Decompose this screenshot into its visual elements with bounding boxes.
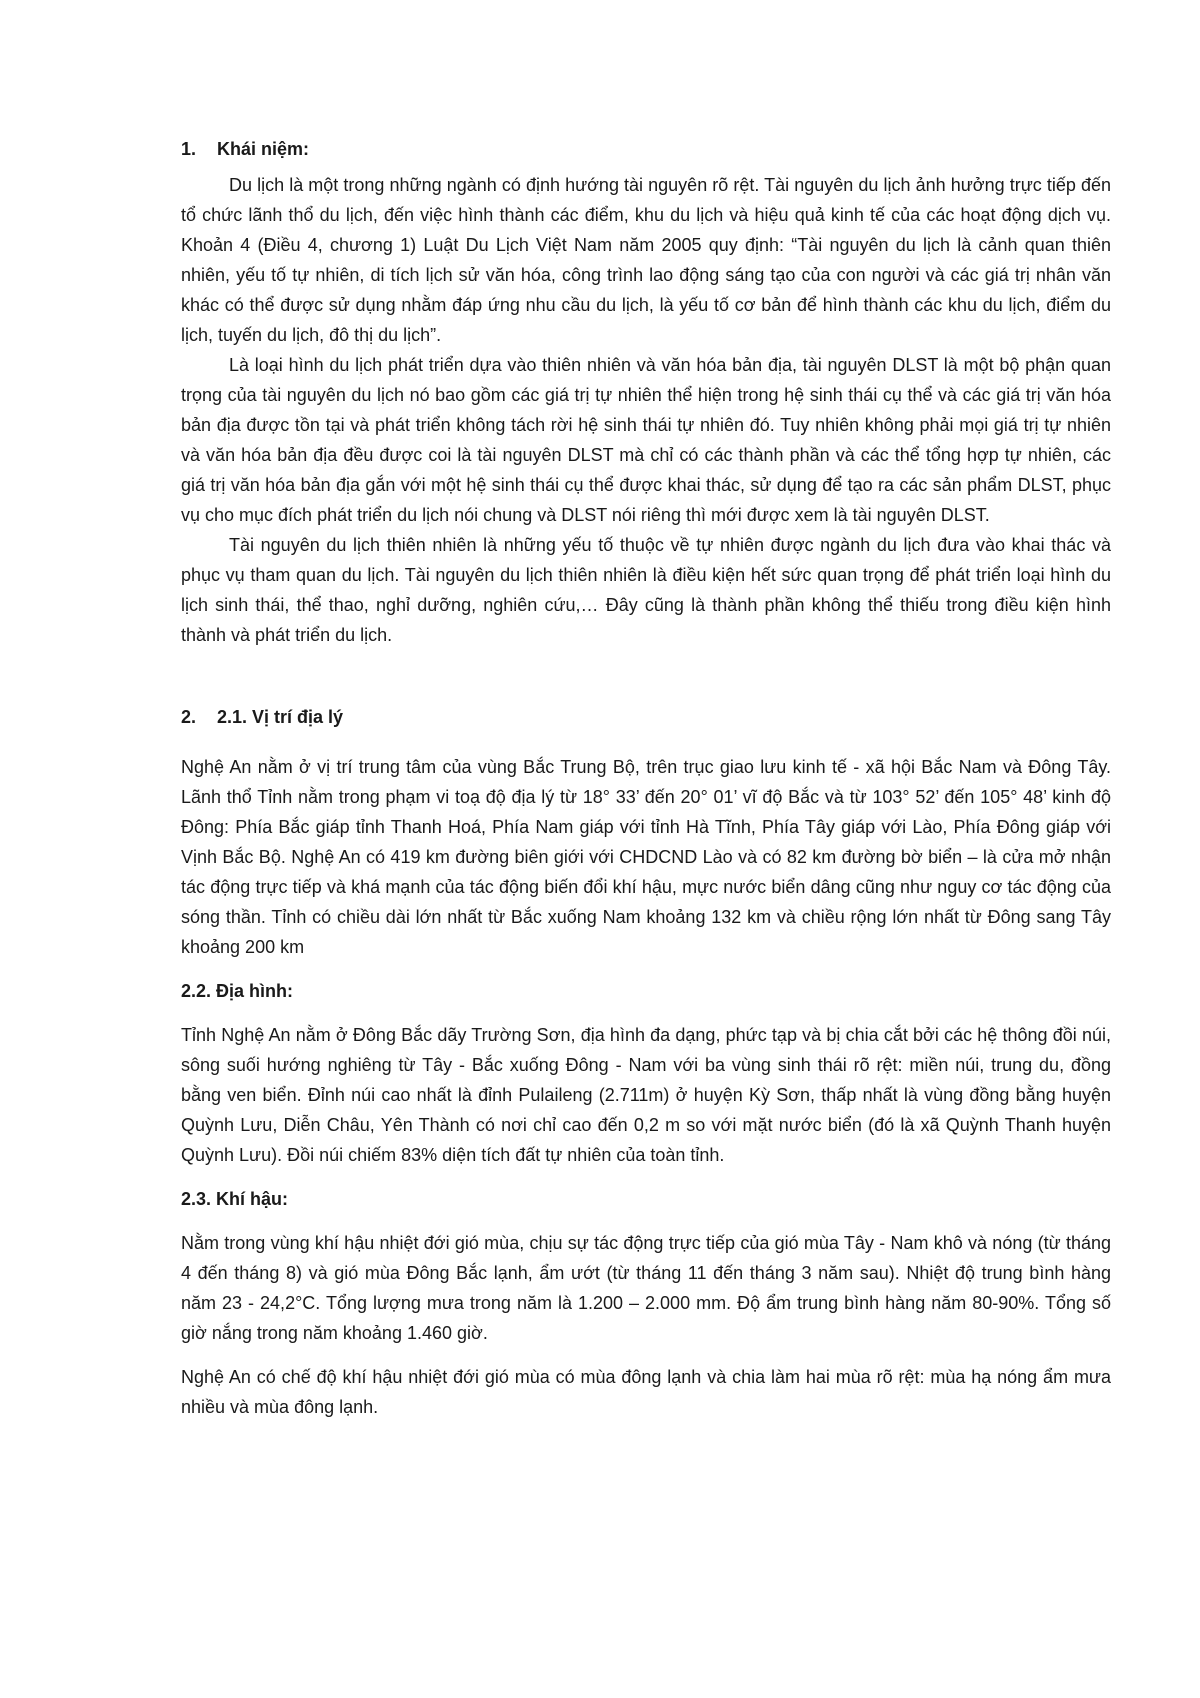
heading-title: Khái niệm:: [217, 139, 310, 159]
paragraph: Nghệ An có chế độ khí hậu nhiệt đới gió mùa có mùa đông lạnh và chia làm hai mùa rõ rệt: mùa hạ nóng ẩm mưa nhiều và mùa đông lạnh.: [181, 1367, 1111, 1417]
heading-vi-tri-dia-ly: [181, 702, 1111, 732]
heading-khi-hau: 2.3. Khí hậu:: [181, 1189, 289, 1209]
paragraph: Là loại hình du lịch phát triển dựa vào thiên nhiên và văn hóa bản địa, tài nguyên DLST là một bộ phận quan trọng của tài nguyên du lịch nó bao gồm các giá trị tự nhiên thể hiện trong hệ sinh thái cụ thể và các giá trị văn hóa bản địa được tồn tại và phát triển không tách rời hệ sinh thái tự nhiên đó. Tuy nhiên không phải mọi giá trị tự nhiên và văn hóa bản địa đều được coi là tài nguyên DLST mà chỉ có các thành phần và các thể tổng hợp tự nhiên, các giá trị văn hóa bản địa gắn với một hệ sinh thái cụ thể được khai thác, sử dụng để tạo ra các sản phẩm DLST, phục vụ cho mục đích phát triển du lịch nói chung và DLST nói riêng thì mới được xem là tài nguyên DLST.: [181, 355, 1111, 525]
heading-number: 2.: [181, 707, 197, 727]
heading-title: 2.1. Vị trí địa lý: [217, 707, 344, 727]
heading-number: 1.: [181, 139, 197, 159]
paragraph: Tỉnh Nghệ An nằm ở Đông Bắc dãy Trường Sơn, địa hình đa dạng, phức tạp và bị chia cắt bởi các hệ thông đồi núi, sông suối hướng nghiêng từ Tây - Bắc xuống Đông - Nam với ba vùng sinh thái rõ rệt: miền núi, trung du, đồng bằng ven biển. Đỉnh núi cao nhất là đỉnh Pulaileng (2.711m) ở huyện Kỳ Sơn, thấp nhất là vùng đồng bằng huyện Quỳnh Lưu, Diễn Châu, Yên Thành có nơi chỉ cao đến 0,2 m so với mặt nước biển (đó là xã Quỳnh Thanh huyện Quỳnh Lưu). Đồi núi chiếm 83% diện tích đất tự nhiên của toàn tỉnh.: [181, 1025, 1111, 1165]
heading-khai-niem: [181, 134, 1111, 164]
paragraph: Nghệ An nằm ở vị trí trung tâm của vùng Bắc Trung Bộ, trên trục giao lưu kinh tế - xã hội Bắc Nam và Đông Tây. Lãnh thổ Tỉnh nằm trong phạm vi toạ độ địa lý từ 18° 33’ đến 20° 01’ vĩ độ Bắc và từ 103° 52’ đến 105° 48’ kinh độ Đông: Phía Bắc giáp tỉnh Thanh Hoá, Phía Nam giáp với tỉnh Hà Tĩnh, Phía Tây giáp với Lào, Phía Đông giáp với Vịnh Bắc Bộ. Nghệ An có 419 km đường biên giới với CHDCND Lào và có 82 km đường bờ biển – là cửa mở nhận tác động trực tiếp và khá mạnh của tác động biến đổi khí hậu, mực nước biển dâng cũng như nguy cơ tác động của sóng thần. Tỉnh có chiều dài lớn nhất từ Bắc xuống Nam khoảng 132 km và chiều rộng lớn nhất từ Đông sang Tây khoảng 200 km: [181, 757, 1111, 957]
paragraph: Nằm trong vùng khí hậu nhiệt đới gió mùa, chịu sự tác động trực tiếp của gió mùa Tây - Nam khô và nóng (từ tháng 4 đến tháng 8) và gió mùa Đông Bắc lạnh, ẩm ướt (từ tháng 11 đến tháng 3 năm sau). Nhiệt độ trung bình hàng năm 23 - 24,2°C. Tổng lượng mưa trong năm là 1.200 – 2.000 mm. Độ ẩm trung bình hàng năm 80-90%. Tổng số giờ nắng trong năm khoảng 1.460 giờ.: [181, 1233, 1111, 1343]
document-body: [181, 134, 1111, 1422]
paragraph: Du lịch là một trong những ngành có định hướng tài nguyên rõ rệt. Tài nguyên du lịch ảnh hưởng trực tiếp đến tổ chức lãnh thổ du lịch, đến việc hình thành các điểm, khu du lịch và hiệu quả kinh tế của các hoạt động dịch vụ. Khoản 4 (Điều 4, chương 1) Luật Du Lịch Việt Nam năm 2005 quy định: “Tài nguyên du lịch là cảnh quan thiên nhiên, yếu tố tự nhiên, di tích lịch sử văn hóa, công trình lao động sáng tạo của con người và các giá trị nhân văn khác có thể được sử dụng nhằm đáp ứng nhu cầu du lịch, là yếu tố cơ bản để hình thành các khu du lịch, điểm du lịch, tuyến du lịch, đô thị du lịch”.: [181, 175, 1111, 345]
paragraph: Tài nguyên du lịch thiên nhiên là những yếu tố thuộc về tự nhiên được ngành du lịch đưa vào khai thác và phục vụ tham quan du lịch. Tài nguyên du lịch thiên nhiên là điều kiện hết sức quan trọng để phát triển loại hình du lịch sinh thái, thể thao, nghỉ dưỡng, nghiên cứu,… Đây cũng là thành phần không thể thiếu trong điều kiện hình thành và phát triển du lịch.: [181, 535, 1111, 645]
heading-dia-hinh: 2.2. Địa hình:: [181, 981, 294, 1001]
